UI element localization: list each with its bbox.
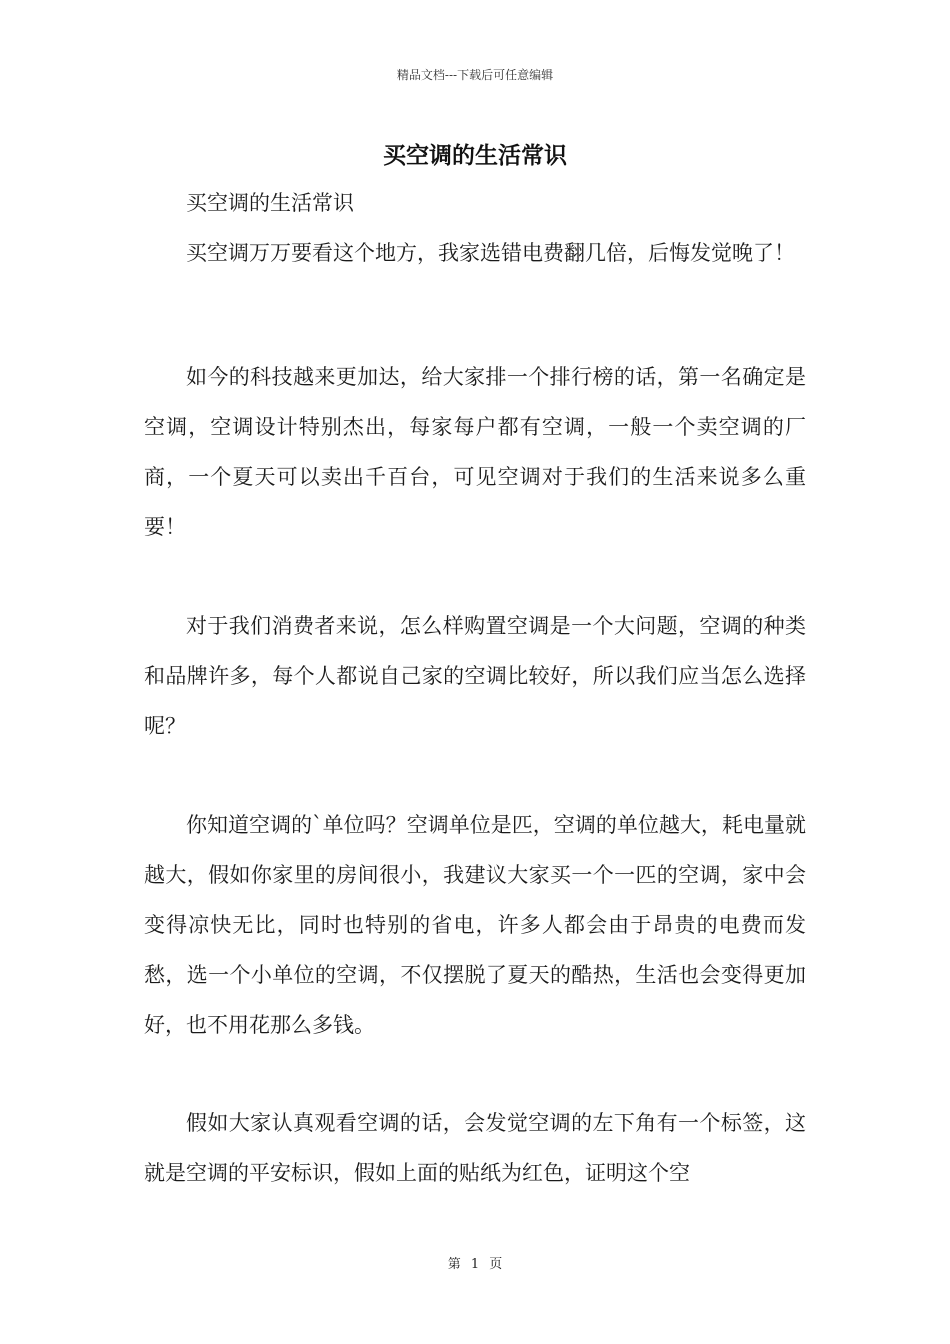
document-title: 买空调的生活常识 <box>383 142 567 169</box>
page-footer <box>0 1253 950 1272</box>
page-footer-suffix: 页 <box>489 1257 503 1272</box>
page-footer-prefix: 第 <box>447 1257 461 1272</box>
page-number: 1 <box>470 1257 480 1272</box>
paragraph-4: 你知道空调的`单位吗？空调单位是匹，空调的单位越大，耗电量就越大，假如你家里的房间很小，我建议大家买一个一匹的空调，家中会变得凉快无比，同时也特别的省电，许多人都会由于昂贵的电费而发愁，选一个小单位的空调，不仅摆脱了夏天的酷热，生活也会变得更加好，也不用花那么多钱。 <box>144 813 806 1037</box>
document-subtitle: 买空调的生活常识 <box>186 191 354 215</box>
paragraph-1: 买空调万万要看这个地方，我家选错电费翻几倍，后悔发觉晚了！ <box>186 241 795 265</box>
paragraph-5: 假如大家认真观看空调的话，会发觉空调的左下角有一个标签，这就是空调的平安标识，假如上面的贴纸为红色，证明这个空 <box>144 1111 806 1185</box>
page-header: 精品文档---下载后可任意编辑 <box>396 68 554 82</box>
paragraph-3: 对于我们消费者来说，怎么样购置空调是一个大问题，空调的种类和品牌许多，每个人都说自己家的空调比较好，所以我们应当怎么选择呢？ <box>144 614 806 738</box>
paragraph-2: 如今的科技越来更加达，给大家排一个排行榜的话，第一名确定是空调，空调设计特别杰出，每家每户都有空调，一般一个卖空调的厂商，一个夏天可以卖出千百台，可见空调对于我们的生活来说多么重要！ <box>144 365 806 539</box>
